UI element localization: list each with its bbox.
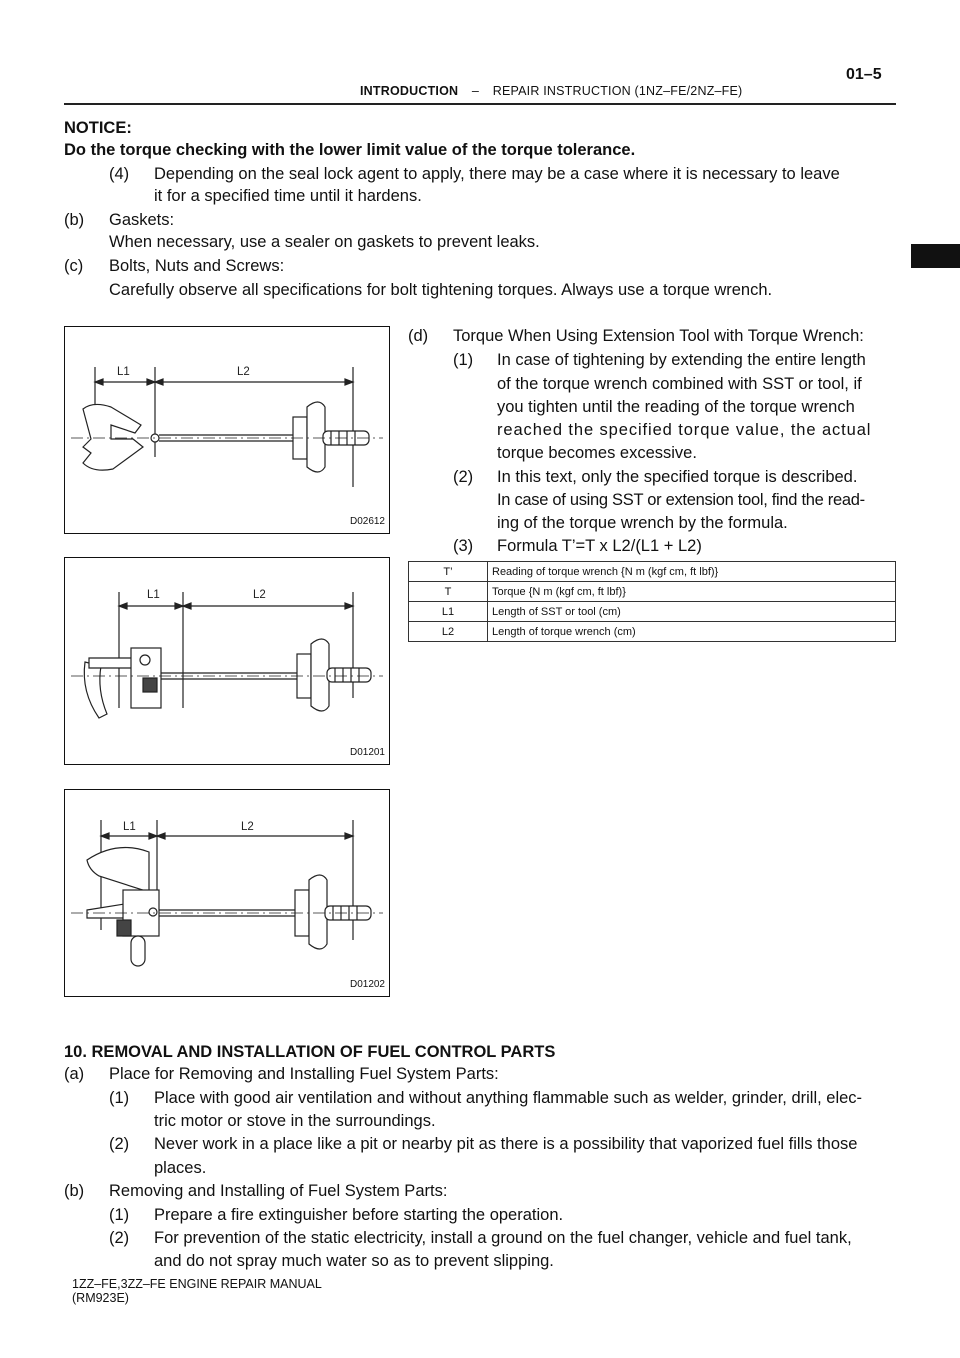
header-rule	[64, 103, 896, 105]
notice-title: NOTICE:	[64, 119, 132, 137]
item-10a-num: (a)	[64, 1065, 85, 1083]
item-d3-num: (3)	[453, 537, 474, 555]
item-d2-num: (2)	[453, 468, 474, 486]
section-tab-marker	[911, 244, 960, 268]
table-cell-desc: Reading of torque wrench {N m (kgf cm, ft lbf)}	[488, 562, 896, 582]
footer	[72, 1277, 322, 1305]
figure-pipe-wrench	[64, 557, 390, 765]
table-cell-symbol: T’	[409, 562, 488, 582]
item-b-text: When necessary, use a sealer on gaskets to prevent leaks.	[109, 233, 540, 251]
figure-code: D01202	[349, 979, 385, 990]
item-d2-line: In this text, only the specified torque is described.	[497, 468, 858, 486]
item-10a-title: Place for Removing and Installing Fuel System Parts:	[109, 1065, 499, 1083]
item-c-title: Bolts, Nuts and Screws:	[109, 257, 285, 275]
figure-adjustable-wrench	[64, 789, 390, 997]
table-cell-symbol: T	[409, 582, 488, 602]
figure-code: D01201	[349, 747, 385, 758]
table-row	[409, 562, 896, 582]
item-d1-line: of the torque wrench combined with SST or tool, if	[497, 375, 862, 393]
item-d1-num: (1)	[453, 351, 474, 369]
table-row	[409, 602, 896, 622]
header-separator: –	[471, 84, 480, 98]
item-d1-line: torque becomes excessive.	[497, 444, 697, 462]
section-10-title: 10. REMOVAL AND INSTALLATION OF FUEL CONTROL PARTS	[64, 1043, 556, 1061]
header-subsection: REPAIR INSTRUCTION (1NZ–FE/2NZ–FE)	[492, 84, 743, 98]
item-10b2-line1: For prevention of the static electricity, install a ground on the fuel changer, vehicle and fuel tank,	[154, 1229, 852, 1247]
wrench-illustration	[65, 327, 389, 533]
item-10a2-line1: Never work in a place like a pit or nearby pit as there is a possibility that vaporized fuel fills those	[154, 1135, 858, 1153]
item-10b2-line2: and do not spray much water so as to prevent slipping.	[154, 1252, 554, 1270]
dimension-label-l1: L1	[117, 366, 130, 378]
item-d1-line: reached the specified torque value, the actual	[497, 421, 872, 439]
header-section: INTRODUCTION	[360, 84, 459, 98]
item-10b2-num: (2)	[109, 1229, 130, 1247]
formula: Formula T’=T x L2/(L1 + L2)	[497, 537, 702, 555]
footer-manual-title: 1ZZ–FE,3ZZ–FE ENGINE REPAIR MANUAL	[72, 1277, 322, 1291]
table-cell-symbol: L1	[409, 602, 488, 622]
page-number: 01–5	[846, 66, 882, 83]
item-10a2-num: (2)	[109, 1135, 130, 1153]
adjustable-wrench-illustration	[65, 790, 389, 996]
item-c-text: Carefully observe all specifications for bolt tightening torques. Always use a torque wrench.	[109, 281, 773, 299]
item-d1-line: In case of tightening by extending the entire length	[497, 351, 866, 369]
dimension-label-l1: L1	[147, 589, 160, 601]
item-b-num: (b)	[64, 211, 85, 229]
table-cell-desc: Torque {N m (kgf cm, ft lbf)}	[488, 582, 896, 602]
table-cell-symbol: L2	[409, 622, 488, 642]
notice-text: Do the torque checking with the lower limit value of the torque tolerance.	[64, 141, 636, 159]
running-header	[360, 84, 742, 98]
item-10a1-num: (1)	[109, 1089, 130, 1107]
item-10a2-line2: places.	[154, 1159, 207, 1177]
item-c-num: (c)	[64, 257, 84, 275]
item-b-title: Gaskets:	[109, 211, 175, 229]
table-cell-desc: Length of torque wrench (cm)	[488, 622, 896, 642]
figure-open-end-wrench	[64, 326, 390, 534]
item-10b1-num: (1)	[109, 1206, 130, 1224]
item-10b-num: (b)	[64, 1182, 85, 1200]
item-10b-title: Removing and Installing of Fuel System Parts:	[109, 1182, 448, 1200]
table-cell-desc: Length of SST or tool (cm)	[488, 602, 896, 622]
dimension-label-l2: L2	[237, 366, 250, 378]
table-row	[409, 622, 896, 642]
item-10a1-line1: Place with good air ventilation and without anything flammable such as welder, grinder, drill, elec-	[154, 1089, 863, 1107]
item-10b1-text: Prepare a fire extinguisher before starting the operation.	[154, 1206, 564, 1224]
item-d2-line: In case of using SST or extension tool, find the read-	[497, 491, 865, 509]
item4-line2: it for a specified time until it hardens.	[154, 187, 422, 205]
dimension-label-l2: L2	[241, 821, 254, 833]
footer-manual-code: (RM923E)	[72, 1291, 129, 1305]
pipe-wrench-illustration	[65, 558, 389, 764]
item4-line1: Depending on the seal lock agent to apply, there may be a case where it is necessary to leave	[154, 165, 840, 183]
figure-code: D02612	[349, 516, 385, 527]
item4-num: (4)	[109, 165, 130, 183]
item-d2-line: ing of the torque wrench by the formula.	[497, 514, 788, 532]
item-d1-line: you tighten until the reading of the torque wrench	[497, 398, 855, 416]
table-row	[409, 582, 896, 602]
dimension-label-l2: L2	[253, 589, 266, 601]
item-d-title: Torque When Using Extension Tool with Torque Wrench:	[453, 327, 864, 345]
item-d-num: (d)	[408, 327, 429, 345]
item-10a1-line2: tric motor or stove in the surroundings.	[154, 1112, 436, 1130]
formula-table	[408, 561, 896, 642]
dimension-label-l1: L1	[123, 821, 136, 833]
